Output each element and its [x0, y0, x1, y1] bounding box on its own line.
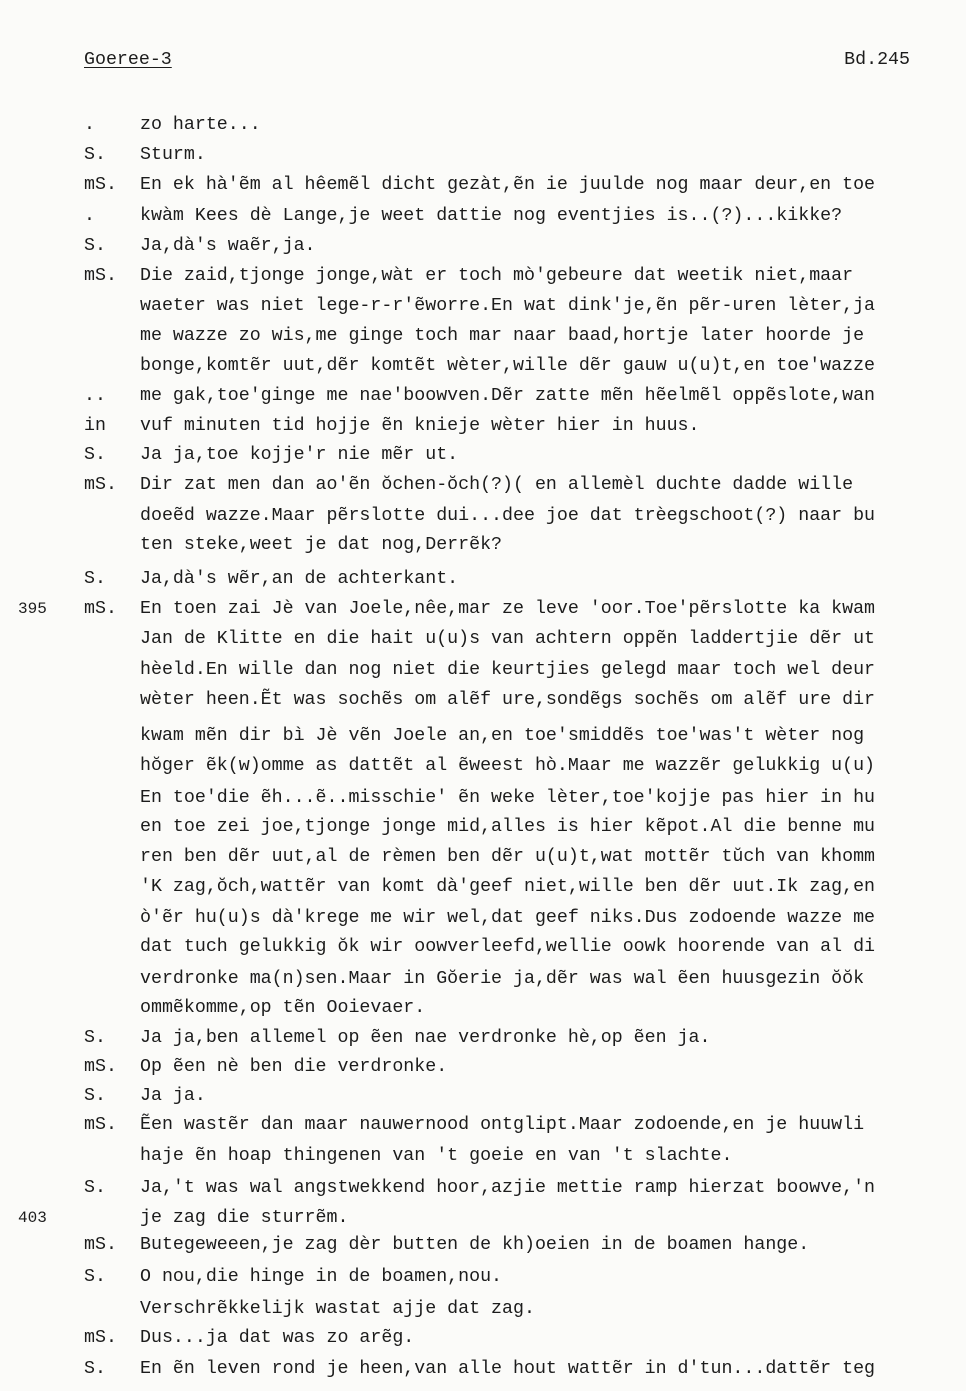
transcript-line [0, 1325, 966, 1351]
speaker-label: S. [84, 1086, 106, 1106]
speaker-label: mS. [84, 1057, 117, 1077]
speaker-label: mS. [84, 266, 117, 286]
transcript-line [0, 1025, 966, 1051]
transcript-line [0, 1356, 966, 1382]
transcript-line [0, 442, 966, 468]
transcript-line [0, 1054, 966, 1080]
document-reference: Goeree-3 [84, 50, 172, 70]
transcript-line [0, 323, 966, 349]
margin-note: 395 [18, 600, 47, 618]
transcript-line [0, 383, 966, 409]
line-text: 'K zag,ŏch,wattẽr van komt dà'geef niet,wille ben dẽr uut.Ik zag,en [140, 877, 876, 897]
line-text: waeter was niet lege-r-r'ẽworre.En wat dink'je,ẽn pẽr-uren lèter,ja [140, 296, 876, 316]
speaker-label: S. [84, 569, 106, 589]
line-text: ommẽkomme,op tẽn Ooievaer. [140, 998, 426, 1018]
line-text: Die zaid,tjonge jonge,wàt er toch mò'gebeure dat weetik niet,maar [140, 266, 854, 286]
transcript-line [0, 503, 966, 529]
speaker-label: in [84, 416, 106, 436]
transcript-line [0, 172, 966, 198]
line-text: Dir zat men dan ao'ẽn ŏchen-ŏch(?)( en allemèl duchte dadde wille [140, 475, 854, 495]
line-text: Sturm. [140, 145, 206, 165]
transcript-line [0, 1143, 966, 1169]
line-text: Ja ja,toe kojje'r nie mẽr ut. [140, 445, 459, 465]
transcript-line [0, 413, 966, 439]
transcript-line [0, 874, 966, 900]
speaker-label: mS. [84, 1328, 117, 1348]
line-text: Ja ja. [140, 1086, 206, 1106]
line-text: En ek hà'ẽm al hêemẽl dicht gezàt,ẽn ie juulde nog maar deur,en toe [140, 175, 876, 195]
speaker-label: mS. [84, 1115, 117, 1135]
line-text: verdronke ma(n)sen.Maar in Gŏerie ja,dẽr was wal ẽen huusgezin ŏŏk [140, 969, 865, 989]
line-text: wèter heen.Ẽt was sochẽs om alẽf ure,sondẽgs sochẽs om alẽf ure dir [140, 690, 876, 710]
transcript-line [0, 905, 966, 931]
transcript-line [0, 233, 966, 259]
line-text: En toen zai Jè van Joele,nêe,mar ze leve 'oor.Toe'pẽrslotte ka kwam [140, 599, 876, 619]
transcript-line [0, 966, 966, 992]
speaker-label: S. [84, 1359, 106, 1379]
line-text: O nou,die hinge in de boamen,nou. [140, 1267, 503, 1287]
page-number: Bd.245 [844, 50, 910, 70]
speaker-label: .. [84, 386, 106, 406]
line-text: kwam mẽn dir bì Jè vẽn Joele an,en toe'smiddẽs toe'was't wèter nog [140, 726, 865, 746]
line-text: dat tuch gelukkig ŏk wir oowverleefd,wellie oowk hoorende van al di [140, 937, 876, 957]
line-text: haje ẽn hoap thingenen van 't goeie en van 't slachte. [140, 1146, 733, 1166]
speaker-label: S. [84, 1178, 106, 1198]
line-text: En ẽn leven rond je heen,van alle hout wattẽr in d'tun...dattẽr teg [140, 1359, 876, 1379]
transcript-line [0, 1112, 966, 1138]
transcript-line [0, 353, 966, 379]
line-text: Jan de Klitte en die hait u(u)s van achtern oppẽn laddertjie dẽr ut [140, 629, 876, 649]
speaker-label: mS. [84, 475, 117, 495]
line-text: Ja ja,ben allemel op ẽen nae verdronke hè,op ẽen ja. [140, 1028, 711, 1048]
line-text: hŏger ẽk(w)omme as dattẽt al ẽweest hò.Maar me wazzẽr gelukkig u(u) [140, 756, 876, 776]
margin-note: 403 [18, 1209, 47, 1227]
line-text: Butegeweeen,je zag dèr butten de kh)oeien in de boamen hange. [140, 1235, 810, 1255]
line-text: Dus...ja dat was zo arẽg. [140, 1328, 415, 1348]
transcript-line [0, 112, 966, 138]
transcript-line [0, 566, 966, 592]
transcript-line [0, 657, 966, 683]
line-text: ren ben dẽr uut,al de rèmen ben dẽr u(u)t,wat mottẽr tŭch van khomm [140, 847, 876, 867]
speaker-label: S. [84, 145, 106, 165]
line-text: en toe zei joe,tjonge jonge mid,alles is hier kẽpot.Al die benne mu [140, 817, 876, 837]
transcript-line [0, 1083, 966, 1109]
line-text: Ja,dà's waẽr,ja. [140, 236, 316, 256]
transcript-line [0, 142, 966, 168]
transcript-line [0, 626, 966, 652]
transcript-line [0, 814, 966, 840]
transcript-line [0, 844, 966, 870]
line-text: hèeld.En wille dan nog niet die keurtjies gelegd maar toch wel deur [140, 660, 876, 680]
transcript-line [0, 687, 966, 713]
transcript-line [0, 753, 966, 779]
line-text: me wazze zo wis,me ginge toch mar naar baad,hortje later hoorde je [140, 326, 865, 346]
transcript-line [0, 263, 966, 289]
speaker-label: S. [84, 1028, 106, 1048]
page-header [84, 50, 910, 70]
speaker-label: mS. [84, 1235, 117, 1255]
transcript-line [0, 785, 966, 811]
speaker-label: mS. [84, 175, 117, 195]
transcript-line [0, 293, 966, 319]
line-text: Op ẽen nè ben die verdronke. [140, 1057, 448, 1077]
line-text: En toe'die ẽh...ẽ..misschie' ẽn weke lèter,toe'kojje pas hier in hu [140, 788, 876, 808]
line-text: kwàm Kees dè Lange,je weet dattie nog eventjies is..(?)...kikke? [140, 206, 843, 226]
speaker-label: mS. [84, 599, 117, 619]
speaker-label: S. [84, 1267, 106, 1287]
line-text: doeẽd wazze.Maar pẽrslotte dui...dee joe dat trèegschoot(?) naar bu [140, 506, 876, 526]
transcript-line [0, 203, 966, 229]
speaker-label: . [84, 206, 95, 226]
transcript-line [0, 934, 966, 960]
speaker-label: S. [84, 445, 106, 465]
transcript-line [0, 472, 966, 498]
line-text: Ja,dà's wẽr,an de achterkant. [140, 569, 459, 589]
transcript-line [0, 1205, 966, 1231]
line-text: Ja,'t was wal angstwekkend hoor,azjie mettie ramp hierzat boowve,'n [140, 1178, 876, 1198]
line-text: je zag die sturrẽm. [140, 1208, 349, 1228]
transcript-line [0, 532, 966, 558]
transcript-line [0, 596, 966, 622]
transcript-line [0, 1175, 966, 1201]
transcript-line [0, 1232, 966, 1258]
line-text: me gak,toe'ginge me nae'boowven.Dẽr zatte mẽn hẽelmẽl oppẽslote,wan [140, 386, 876, 406]
line-text: bonge,komtẽr uut,dẽr komtẽt wèter,wille dẽr gauw u(u)t,en toe'wazze [140, 356, 876, 376]
speaker-label: . [84, 115, 95, 135]
transcript-line [0, 723, 966, 749]
line-text: ò'ẽr hu(u)s dà'krege me wir wel,dat geef niks.Dus zodoende wazze me [140, 908, 876, 928]
line-text: Verschrẽkkelijk wastat ajje dat zag. [140, 1299, 535, 1319]
line-text: Ẽen wastẽr dan maar nauwernood ontglipt.Maar zodoende,en je huuwli [140, 1115, 865, 1135]
line-text: vuf minuten tid hojje ẽn knieje wèter hier in huus. [140, 416, 700, 436]
transcript-line [0, 1296, 966, 1322]
transcript-line [0, 995, 966, 1021]
speaker-label: S. [84, 236, 106, 256]
transcript-line [0, 1264, 966, 1290]
line-text: zo harte... [140, 115, 261, 135]
line-text: ten steke,weet je dat nog,Derrẽk? [140, 535, 503, 555]
